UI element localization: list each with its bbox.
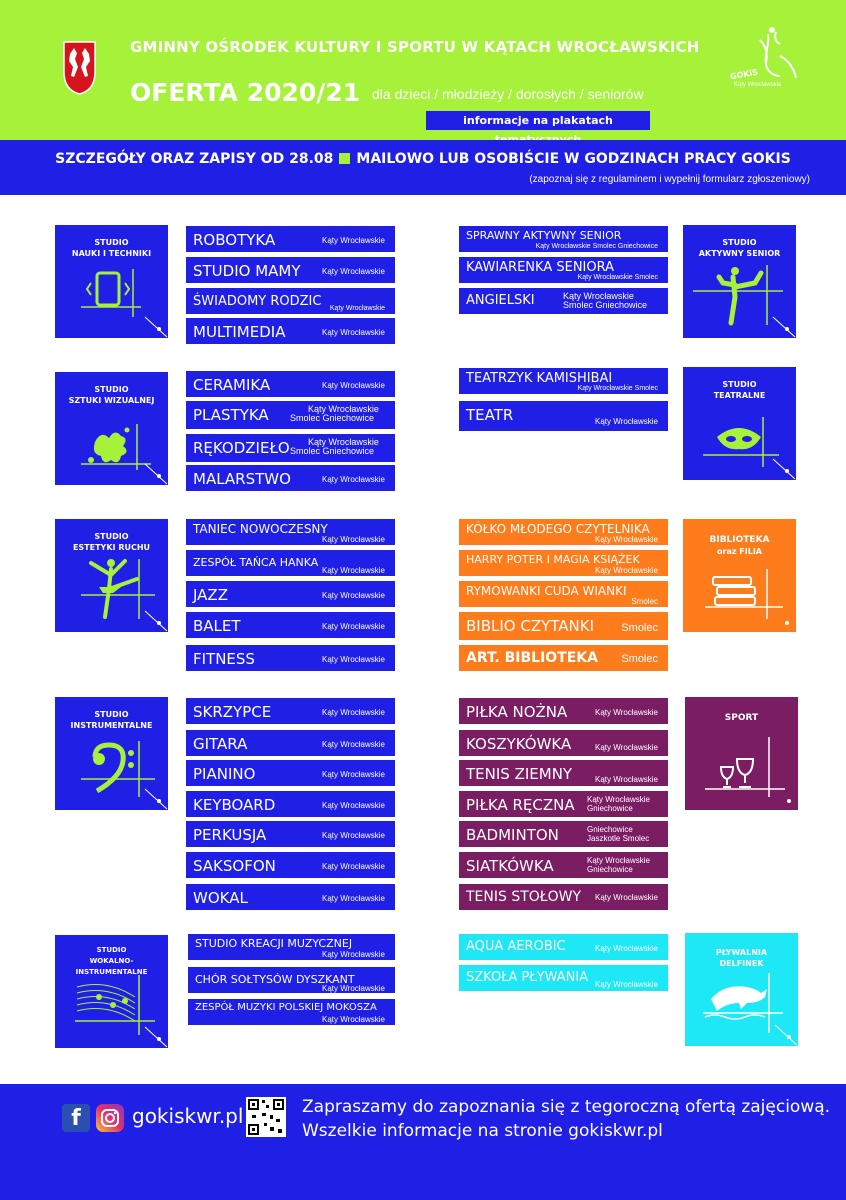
stretching-figure-icon bbox=[683, 225, 796, 338]
row-location: Kąty Wrocławskie bbox=[322, 831, 385, 840]
row-tenis-stolowy[interactable] bbox=[458, 883, 669, 911]
row-name: STUDIO KREACJI MUZYCZNEJ bbox=[195, 937, 353, 950]
row-location: Smolec bbox=[621, 622, 658, 634]
row-location: Kąty Wrocławskie bbox=[595, 743, 658, 752]
row-location: Kąty Wrocławskie bbox=[322, 328, 385, 337]
website-link[interactable]: gokiskwr.pl bbox=[132, 1104, 244, 1128]
row-jazz[interactable] bbox=[185, 580, 396, 608]
row-location: Kąty Wrocławskie bbox=[322, 622, 385, 631]
row-name: SZKOŁA PŁYWANIA bbox=[466, 970, 589, 985]
row-zespol-hanka[interactable] bbox=[185, 549, 396, 577]
row-name: SIATKÓWKA bbox=[466, 857, 554, 875]
row-perkusja[interactable] bbox=[185, 820, 396, 848]
row-location: Kąty Wrocławskie bbox=[595, 535, 658, 544]
studio-label: STUDIO TEATRALNE bbox=[713, 380, 766, 400]
row-robotyka[interactable] bbox=[185, 225, 396, 253]
qr-code bbox=[246, 1097, 286, 1137]
row-pilka-reczna[interactable] bbox=[458, 790, 669, 818]
row-name: AQUA AEROBIC bbox=[466, 939, 566, 954]
row-name: RĘKODZIEŁO bbox=[193, 439, 290, 457]
gokis-logo bbox=[730, 26, 804, 96]
studio-label: BIBLIOTEKA oraz FILIA bbox=[709, 535, 770, 556]
row-location: Gniechowice Jaszkotle Smolec bbox=[587, 825, 650, 843]
row-location: Kąty Wrocławskie bbox=[322, 862, 385, 871]
row-location: Kąty Wrocławskie Smolec Gniechowice bbox=[535, 243, 658, 250]
row-multimedia[interactable] bbox=[185, 317, 396, 345]
row-name: TENIS ZIEMNY bbox=[466, 765, 573, 783]
row-badminton[interactable] bbox=[458, 820, 669, 848]
music-staff-icon bbox=[55, 935, 168, 1048]
bass-clef-icon bbox=[55, 697, 168, 810]
row-name: ART. BIBLIOTEKA bbox=[466, 650, 598, 666]
org-title: GMINNY OŚRODEK KULTURY I SPORTU W KĄTACH WROCŁAWSKICH bbox=[130, 38, 700, 56]
row-kamishibai[interactable] bbox=[458, 367, 669, 395]
row-name: FITNESS bbox=[193, 650, 255, 668]
row-name: TENIS STOŁOWY bbox=[466, 889, 582, 905]
row-location: Kąty Wrocławskie bbox=[322, 535, 385, 544]
studio-instr-tile bbox=[55, 697, 168, 810]
info-bar-subtext: (zapoznaj się z regulaminem i wypełnij formularz zgłoszeniowy) bbox=[529, 174, 810, 185]
paint-splash-icon bbox=[55, 372, 168, 485]
row-name: ZESPÓŁ MUZYKI POLSKIEJ MOKOSZA bbox=[195, 1002, 377, 1013]
row-name: TEATRZYK KAMISHIBAI bbox=[466, 371, 613, 386]
row-biblio-czytanki[interactable] bbox=[458, 611, 669, 641]
row-location: Kąty Wrocławskie bbox=[322, 381, 385, 390]
row-ceramika[interactable] bbox=[185, 370, 396, 398]
separator-square bbox=[339, 153, 350, 164]
row-location: Kąty Wrocławskie bbox=[322, 591, 385, 600]
row-wokal[interactable] bbox=[185, 883, 396, 911]
dolphin-icon bbox=[685, 933, 798, 1046]
row-malarstwo[interactable] bbox=[185, 464, 396, 492]
row-name: KOSZYKÓWKA bbox=[466, 735, 572, 753]
studio-sztuki-tile bbox=[55, 372, 168, 485]
row-name: HARRY POTER I MAGIA KSIĄŻEK bbox=[466, 553, 640, 566]
row-name: ANGIELSKI bbox=[466, 293, 535, 308]
qr-code-icon bbox=[246, 1097, 286, 1137]
header-band bbox=[0, 0, 846, 140]
row-location: Kąty Wrocławskie bbox=[595, 944, 658, 953]
row-name: SAKSOFON bbox=[193, 857, 276, 875]
sport-tile bbox=[685, 697, 798, 810]
row-balet[interactable] bbox=[185, 611, 396, 639]
row-name: RYMOWANKI CUDA WIANKI bbox=[466, 584, 627, 598]
row-name: SPRAWNY AKTYWNY SENIOR bbox=[466, 229, 622, 242]
row-location: Kąty Wrocławskie bbox=[595, 708, 658, 717]
row-location: Kąty Wrocławskie Smolec bbox=[577, 385, 658, 392]
ballerina-icon bbox=[55, 519, 168, 632]
trophy-icon bbox=[685, 697, 798, 810]
studio-teatr-tile bbox=[683, 367, 796, 480]
row-studio-mamy[interactable] bbox=[185, 256, 396, 284]
row-taniec-nowoczesny[interactable] bbox=[185, 518, 396, 546]
info-bar bbox=[0, 140, 846, 195]
row-location: Kąty Wrocławskie bbox=[595, 417, 658, 426]
row-location: Kąty Wrocławskie bbox=[322, 236, 385, 245]
row-location: Kąty Wrocławskie bbox=[322, 740, 385, 749]
row-skrzypce[interactable] bbox=[185, 697, 396, 725]
row-name: BALET bbox=[193, 617, 241, 635]
info-bar-text bbox=[0, 151, 846, 167]
row-zespol-mokosza[interactable] bbox=[187, 998, 396, 1026]
studio-label: STUDIO INSTRUMENTALNE bbox=[70, 710, 153, 730]
studio-label: STUDIO NAUKI I TECHNIKI bbox=[71, 238, 152, 258]
row-location: Kąty Wrocławskie bbox=[595, 980, 658, 989]
row-szkola-plywania[interactable] bbox=[458, 964, 669, 992]
biblioteka-tile bbox=[683, 519, 796, 632]
row-name: JAZZ bbox=[193, 586, 228, 604]
studio-senior-tile bbox=[683, 225, 796, 338]
row-name: KÓŁKO MŁODEGO CZYTELNIKA bbox=[466, 522, 650, 536]
row-name: CERAMIKA bbox=[193, 376, 271, 394]
signup-method: MAILOWO LUB OSOBIŚCIE W GODZINACH PRACY GOKIS bbox=[356, 151, 791, 167]
row-location: Kąty Wrocławskie bbox=[322, 475, 385, 484]
row-name: WOKAL bbox=[193, 889, 248, 907]
basen-tile bbox=[685, 933, 798, 1046]
row-rekodzielo[interactable] bbox=[185, 433, 396, 463]
row-location: Kąty Wrocławskie bbox=[322, 984, 385, 993]
row-name: TANIEC NOWOCZESNY bbox=[193, 522, 328, 536]
row-name: PIANINO bbox=[193, 765, 256, 783]
row-fitness[interactable] bbox=[185, 644, 396, 672]
row-location: Kąty Wrocławskie Smolec bbox=[577, 274, 658, 281]
coat-of-arms-icon bbox=[62, 40, 97, 95]
audience-text: dla dzieci / młodzieży / dorosłych / seniorów bbox=[372, 86, 644, 102]
gokis-logo-text: GOKiS bbox=[729, 67, 759, 82]
studio-label: STUDIO WOKALNO-INSTRUMENTALNE bbox=[75, 946, 148, 976]
row-name: ZESPÓŁ TAŃCA HANKA bbox=[193, 556, 319, 569]
row-keyboard[interactable] bbox=[185, 790, 396, 818]
row-tenis-ziemny[interactable] bbox=[458, 759, 669, 787]
studio-label: PŁYWALNIA DELFINEK bbox=[715, 948, 768, 968]
row-name: PIŁKA NOŻNA bbox=[466, 703, 568, 721]
row-rymowanki[interactable] bbox=[458, 580, 669, 608]
row-location: Kąty Wrocławskie Smolec Gniechowice bbox=[290, 437, 379, 456]
row-aqua-aerobic[interactable] bbox=[458, 933, 669, 961]
row-name: PERKUSJA bbox=[193, 826, 267, 844]
row-saksofon[interactable] bbox=[185, 851, 396, 879]
row-name: BADMINTON bbox=[466, 826, 559, 844]
gokis-logo-subtext: Kąty Wrocławskie bbox=[734, 82, 782, 88]
row-name: TEATR bbox=[466, 406, 514, 424]
instagram-glyph-icon bbox=[96, 1104, 124, 1132]
row-location: Smolec bbox=[621, 653, 658, 665]
row-location: Kąty Wrocławskie bbox=[322, 894, 385, 903]
row-name: ŚWIADOMY RODZIC bbox=[193, 294, 322, 309]
studio-ruchu-tile bbox=[55, 519, 168, 632]
row-name: STUDIO MAMY bbox=[193, 262, 301, 280]
row-chor-soltysow[interactable] bbox=[187, 966, 396, 994]
row-teatr[interactable] bbox=[458, 400, 669, 432]
row-name: ROBOTYKA bbox=[193, 231, 276, 249]
row-location: Kąty Wrocławskie bbox=[322, 950, 385, 959]
signup-date: SZCZEGÓŁY ORAZ ZAPISY OD 28.08 bbox=[55, 151, 334, 167]
row-harry-poter[interactable] bbox=[458, 549, 669, 577]
studio-label: SPORT bbox=[724, 713, 759, 723]
row-location: Smolec bbox=[631, 597, 658, 606]
row-location: Kąty Wrocławskie bbox=[322, 655, 385, 664]
row-name: PLASTYKA bbox=[193, 406, 269, 424]
row-name: KAWIARENKA SENIORA bbox=[466, 260, 615, 275]
row-location: Kąty Wrocławskie bbox=[595, 893, 658, 902]
row-swiadomy-rodzic[interactable] bbox=[185, 287, 396, 315]
studio-label: STUDIO SZTUKI WIZUALNEJ bbox=[68, 385, 155, 405]
row-location: Kąty Wrocławskie bbox=[595, 775, 658, 784]
theatre-mask-icon bbox=[683, 367, 796, 480]
row-koszykowka[interactable] bbox=[458, 729, 669, 757]
row-location: Kąty Wrocławskie Gniechowice bbox=[587, 795, 650, 813]
row-location: Kąty Wrocławskie bbox=[322, 801, 385, 810]
row-location: Kąty Wrocławskie bbox=[322, 770, 385, 779]
studio-wokal-tile bbox=[55, 935, 168, 1048]
studio-label: STUDIO ESTETYKI RUCHU bbox=[72, 532, 151, 552]
row-location: Kąty Wrocławskie bbox=[322, 566, 385, 575]
instagram-icon[interactable] bbox=[96, 1104, 124, 1132]
row-gitara[interactable] bbox=[185, 729, 396, 757]
row-name: SKRZYPCE bbox=[193, 703, 272, 721]
smartphone-icon bbox=[55, 225, 168, 338]
row-location: Kąty Wrocławskie bbox=[322, 708, 385, 717]
row-name: BIBLIO CZYTANKI bbox=[466, 617, 595, 635]
row-siatkowka[interactable] bbox=[458, 851, 669, 879]
row-location: Kąty Wrocławskie bbox=[322, 1015, 385, 1024]
row-name: MULTIMEDIA bbox=[193, 323, 286, 341]
row-name: GITARA bbox=[193, 735, 248, 753]
row-name: CHÓR SOŁTYSÓW DYSZKANT bbox=[195, 973, 355, 986]
row-art-biblioteka[interactable] bbox=[458, 644, 669, 672]
studio-label: STUDIO AKTYWNY SENIOR bbox=[698, 238, 781, 258]
footer-invite-text: Zapraszamy do zapoznania się z tegoroczną ofertą zajęciową. bbox=[302, 1097, 831, 1117]
row-pilka-nozna[interactable] bbox=[458, 697, 669, 725]
offer-title: OFERTA 2020/21 bbox=[130, 78, 361, 107]
info-badge: informacje na plakatach bbox=[426, 111, 650, 130]
row-name: PIŁKA RĘCZNA bbox=[466, 796, 575, 814]
row-location: Kąty Wrocławskie bbox=[595, 566, 658, 575]
studio-nauki-tile bbox=[55, 225, 168, 338]
row-location: Kąty Wrocławskie bbox=[329, 305, 385, 312]
row-plastyka[interactable] bbox=[185, 400, 396, 430]
books-icon bbox=[683, 519, 796, 632]
row-studio-kreacji[interactable] bbox=[187, 933, 396, 961]
row-location: Kąty Wrocławskie Smolec Gniechowice bbox=[563, 291, 648, 310]
facebook-icon[interactable]: f bbox=[62, 1104, 90, 1132]
row-pianino[interactable] bbox=[185, 759, 396, 787]
row-location: Kąty Wrocławskie Gniechowice bbox=[587, 856, 650, 874]
row-kolko-czytelnika[interactable] bbox=[458, 518, 669, 546]
row-location: Kąty Wrocławskie Smolec Gniechowice bbox=[290, 404, 379, 423]
row-kawiarenka[interactable] bbox=[458, 256, 669, 284]
row-sprawny-senior[interactable] bbox=[458, 225, 669, 253]
row-location: Kąty Wrocławskie bbox=[322, 267, 385, 276]
row-name: MALARSTWO bbox=[193, 470, 291, 488]
row-name: KEYBOARD bbox=[193, 796, 276, 814]
footer-info-text: Wszelkie informacje na stronie gokiskwr.pl bbox=[302, 1121, 663, 1141]
row-angielski[interactable] bbox=[458, 287, 669, 315]
